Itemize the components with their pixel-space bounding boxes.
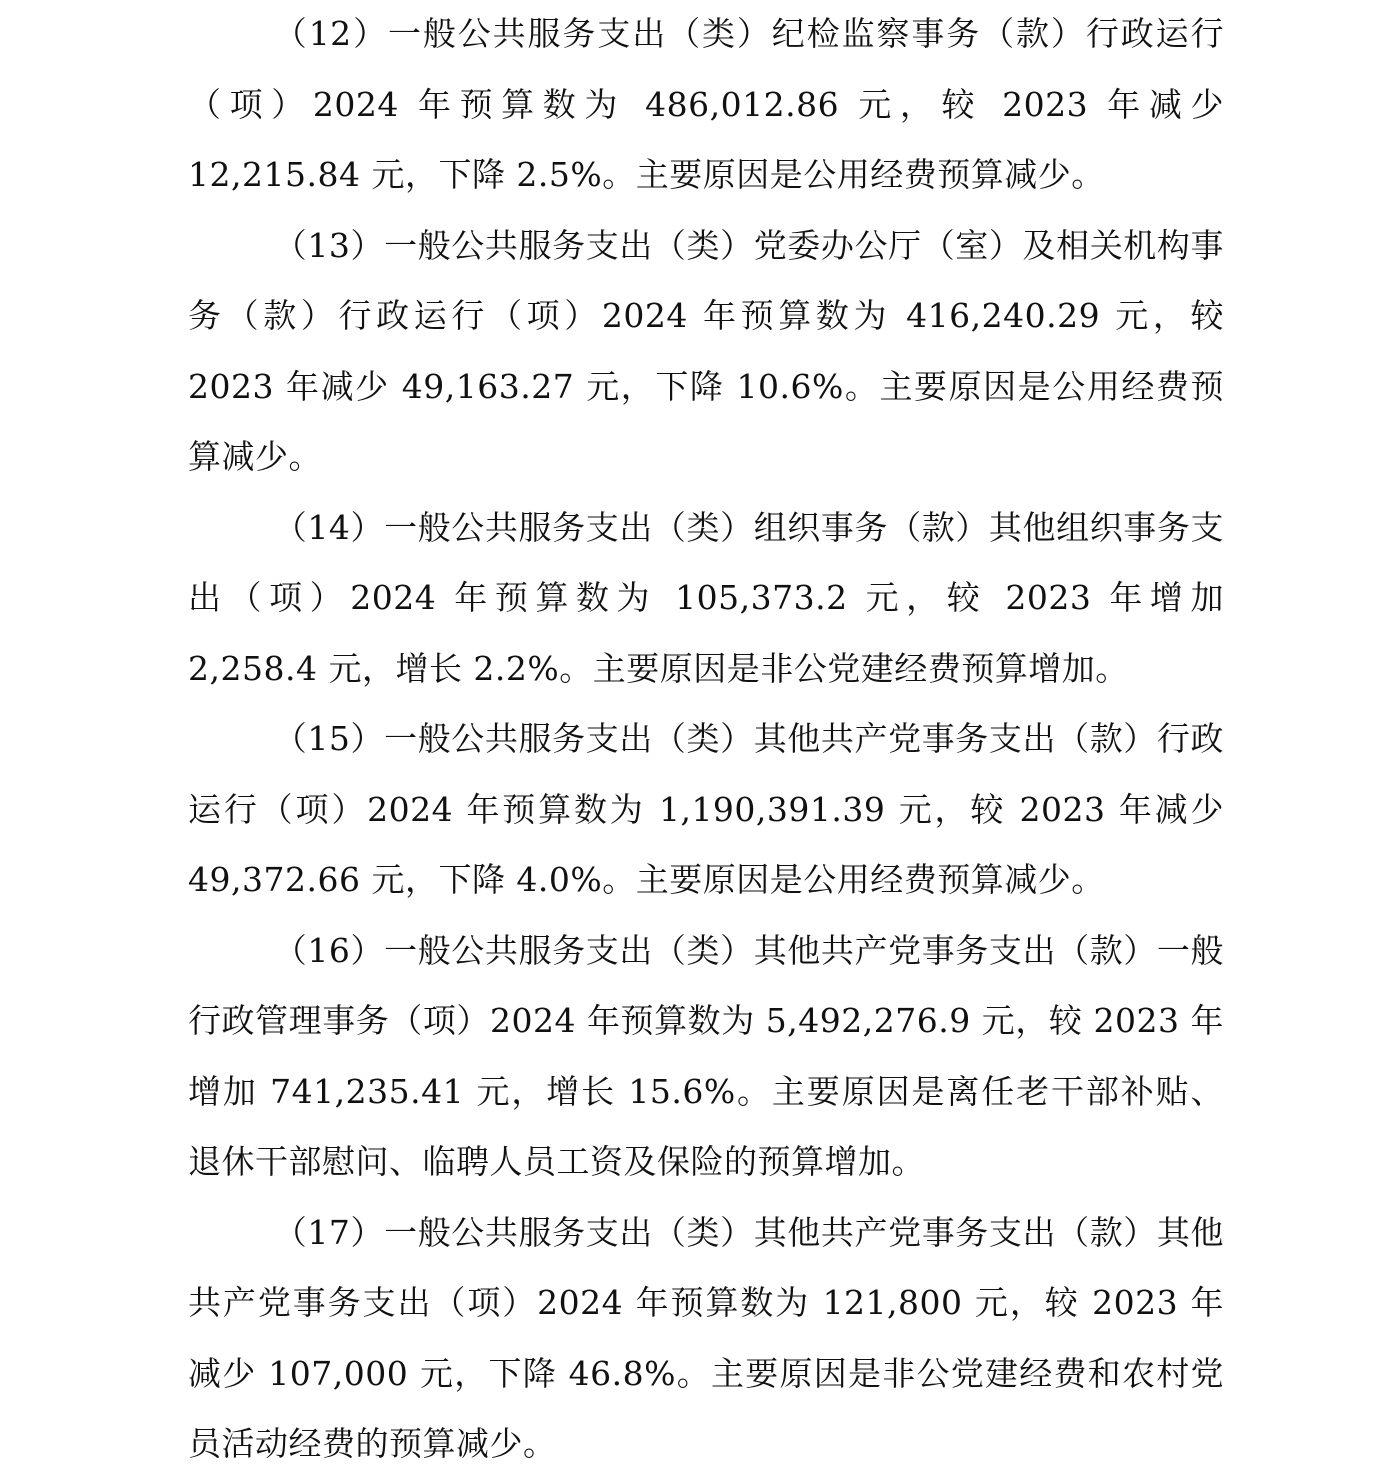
paragraph-17: （17）一般公共服务支出（类）其他共产党事务支出（款）其他共产党事务支出（项）2024 年预算数为 121,800 元，较 2023 年减少 107,000 元，下降 46.8%。主要原因是非公党建经费和农村党员活动经费的预算减少。 [188, 1212, 1224, 1463]
paragraph-16: （16）一般公共服务支出（类）其他共产党事务支出（款）一般行政管理事务（项）2024 年预算数为 5,492,276.9 元，较 2023 年增加 741,235.41 元，增长 15.6%。主要原因是离任老干部补贴、退休干部慰问、临聘人员工资及保险的预算增加。 [188, 930, 1224, 1181]
document-page [188, 0, 1224, 1480]
paragraph-13: （13）一般公共服务支出（类）党委办公厅（室）及相关机构事务（款）行政运行（项）2024 年预算数为 416,240.29 元，较 2023 年减少 49,163.27 元，下降 10.6%。主要原因是公用经费预算减少。 [188, 225, 1224, 476]
paragraph-15: （15）一般公共服务支出（类）其他共产党事务支出（款）行政运行（项）2024 年预算数为 1,190,391.39 元，较 2023 年减少 49,372.66 元，下降 4.0%。主要原因是公用经费预算减少。 [188, 719, 1224, 899]
paragraph-12: （12）一般公共服务支出（类）纪检监察事务（款）行政运行（项）2024 年预算数为 486,012.86 元，较 2023 年减少 12,215.84 元，下降 2.5%。主要原因是公用经费预算减少。 [188, 14, 1224, 194]
paragraph-14: （14）一般公共服务支出（类）组织事务（款）其他组织事务支出（项）2024 年预算数为 105,373.2 元，较 2023 年增加 2,258.4 元，增长 2.2%。主要原因是非公党建经费预算增加。 [188, 507, 1224, 688]
